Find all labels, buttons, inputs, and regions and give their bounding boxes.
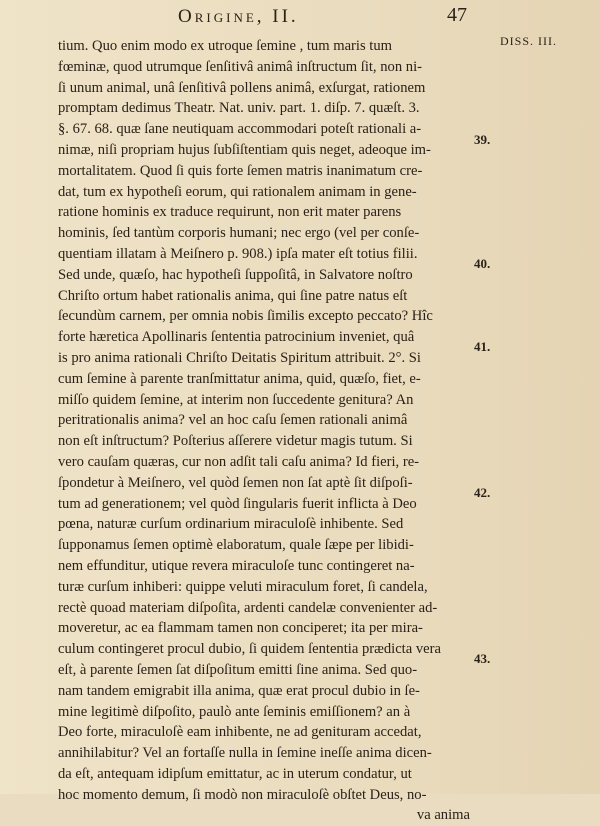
text-line: ſpondetur à Meiſnero, vel quòd ſemen non ſat aptè ſit diſpoſi-	[58, 474, 413, 491]
text-line: cum ſemine à parente tranſmittatur anima, quid, quæſo, fiet, e-	[58, 370, 421, 387]
text-line: non eſt inſtructum? Poſterius aſſerere videtur magis tutum. Si	[58, 433, 413, 450]
text-line: moveretur, ac ea flammam tamen non conciperet; ita per mira-	[58, 620, 423, 637]
text-line: miſſo quidem ſemine, at interim non ſuccedente genitura? An	[58, 391, 414, 408]
text-line: Sed unde, quæſo, hac hypotheſi ſuppoſitâ, in Salvatore noſtro	[58, 266, 413, 283]
text-line: ſupponamus ſemen optimè elaboratum, quale ſæpe per libidi-	[58, 537, 414, 554]
text-line: tium. Quo enim modo ex utroque ſemine , tum maris tum	[58, 38, 392, 54]
margin-number: 41.	[474, 339, 491, 354]
text-line: vero cauſam quæras, cur non adſit tali caſu anima? Id fieri, re-	[58, 453, 420, 470]
text-line: nem effunditur, utique revera miraculoſe tunc contingeret na-	[58, 557, 415, 574]
text-line: fœminæ, quod utrumque ſenſitivâ animâ inſtructum ſit, non ni-	[58, 58, 422, 75]
text-line: §. 67. 68. quæ ſane neutiquam accommodari poteſt rationali a-	[58, 121, 422, 138]
margin-number: 42.	[474, 485, 491, 500]
page-number: 47	[447, 4, 467, 26]
text-line: quentiam illatam à Meiſnero p. 908.) ipſa mater eſt totius filii.	[58, 245, 418, 262]
text-line: va anima	[416, 807, 470, 824]
running-head: Origine, II.	[178, 6, 299, 27]
text-line: ratione hominis ex traduce requirunt, non erit mater parens	[58, 204, 402, 221]
margin-number: 43.	[474, 651, 491, 666]
text-line: da eſt, antequam idipſum emittatur, ac in uterum condatur, ut	[58, 765, 412, 782]
text-line: pœna, naturæ curſum ordinarium miraculoſè inhibente. Sed	[58, 516, 404, 533]
text-line: nam tandem emigrabit illa anima, quæ erat procul dubio in ſe-	[58, 682, 420, 699]
text-line: forte hæretica Apollinaris ſententia patrocinium inveniet, quâ	[58, 329, 415, 346]
body-text	[58, 36, 470, 826]
text-line: annihilabitur? Vel an fortaſſe nulla in ſemine ineſſe anima dicen-	[58, 745, 432, 762]
text-line: is pro anima rationali Chriſto Deitatis Spiritum attribuit. 2°. Si	[58, 349, 421, 366]
text-line: rectè quoad materiam diſpoſita, ardenti candelæ convenienter ad-	[58, 599, 438, 616]
text-line: turæ curſum inhiberi: quippe veluti miraculum foret, ſi candela,	[58, 578, 428, 595]
text-line: Deo forte, miraculoſè eam inhibente, ne ad genituram accedat,	[58, 724, 422, 741]
text-line: Chriſto ortum habet rationalis anima, qui ſine patre natus eſt	[58, 287, 408, 304]
text-line: mortalitatem. Quod ſi quis forte ſemen matris inanimatum cre-	[58, 162, 423, 179]
text-line: dat, tum ex hypotheſi eorum, qui rationalem animam in gene-	[58, 183, 417, 200]
text-line: eſt, à parente ſemen ſat diſpoſitum emitti ſine anima. Sed quo-	[58, 661, 418, 678]
text-line: hoc momento demum, ſi modò non miraculoſè obſtet Deus, no-	[58, 786, 427, 803]
text-line: culum contingeret procul dubio, ſi quidem ſententia prædicta vera	[58, 641, 441, 658]
text-line: hominis, ſed tantùm corporis humani; nec ergo (vel per conſe-	[58, 225, 420, 242]
text-line: tum ad generationem; vel quòd ſingularis fuerit inflicta à Deo	[58, 495, 417, 512]
margin-number: 39.	[474, 132, 491, 147]
text-line: promptam dedimus Theatr. Nat. univ. part. 1. diſp. 7. quæſt. 3.	[58, 100, 420, 117]
text-line: ſecundùm carnem, per omnia nobis ſimilis excepto peccato? Hîc	[58, 308, 433, 325]
margin-number: 40.	[474, 256, 491, 271]
text-line: nimæ, niſi propriam hujus ſubſiſtentiam quis neget, adeoque im-	[58, 141, 431, 158]
text-line: peritrationalis anima? vel an hoc caſu ſemen rationali animâ	[58, 412, 408, 429]
text-line: mine legitimè diſpoſito, paulò ante ſeminis emiſſionem? an à	[58, 703, 411, 720]
section-label: DISS. III.	[500, 34, 557, 48]
text-line: ſi unum animal, unâ ſenſitivâ pollens animâ, exſurgat, rationem	[58, 79, 426, 96]
